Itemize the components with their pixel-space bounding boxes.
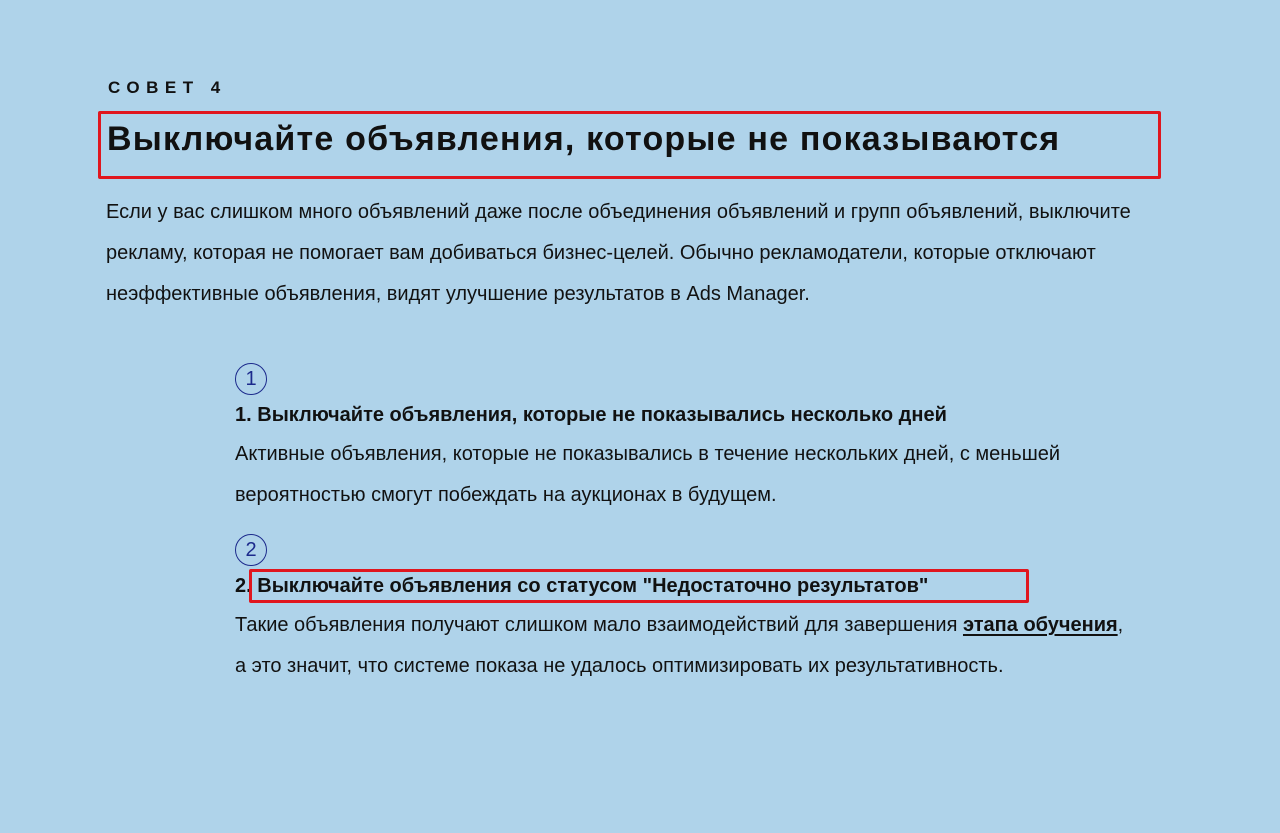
step-title-prefix: 1. (235, 404, 252, 426)
step-title-text: Выключайте объявления со статусом "Недостаточно результатов" (257, 575, 929, 597)
tip-intro: Если у вас слишком много объявлений даже после объединения объявлений и групп объявлений, выключите рекламу, которая не помогает вам добиваться бизнес-целей. Обычно рекламодатели, которые отключают неэффективные объявления, видят улучшение результатов в Ads Manager. (106, 201, 1131, 305)
step-body: Активные объявления, которые не показывались в течение нескольких дней, с меньшей вероятностью смогут побеждать на аукционах в будущем. (235, 443, 1061, 506)
step-title-highlight-box (249, 569, 1029, 603)
step-title-text: Выключайте объявления, которые не показывались несколько дней (257, 404, 947, 426)
step-number-badge: 1 (235, 363, 267, 395)
step-title (235, 402, 1135, 428)
step-body-text-end: , а это значит, что системе показа не удалось оптимизировать их результативность. (235, 614, 1124, 677)
step-body-text-start: Такие объявления получают слишком мало взаимодействий для завершения (235, 614, 963, 636)
learning-phase-link[interactable]: этапа обучения (962, 614, 1118, 636)
step-title-prefix: 2. (235, 575, 252, 597)
tip-headline: Выключайте объявления, которые не показываются (107, 120, 1061, 158)
step-body (235, 605, 1135, 687)
step-2 (235, 534, 1135, 687)
step-number-badge: 2 (235, 534, 267, 566)
step-1 (235, 363, 1135, 516)
tip-eyebrow: СОВЕТ 4 (108, 78, 227, 97)
step-title (235, 573, 1135, 599)
